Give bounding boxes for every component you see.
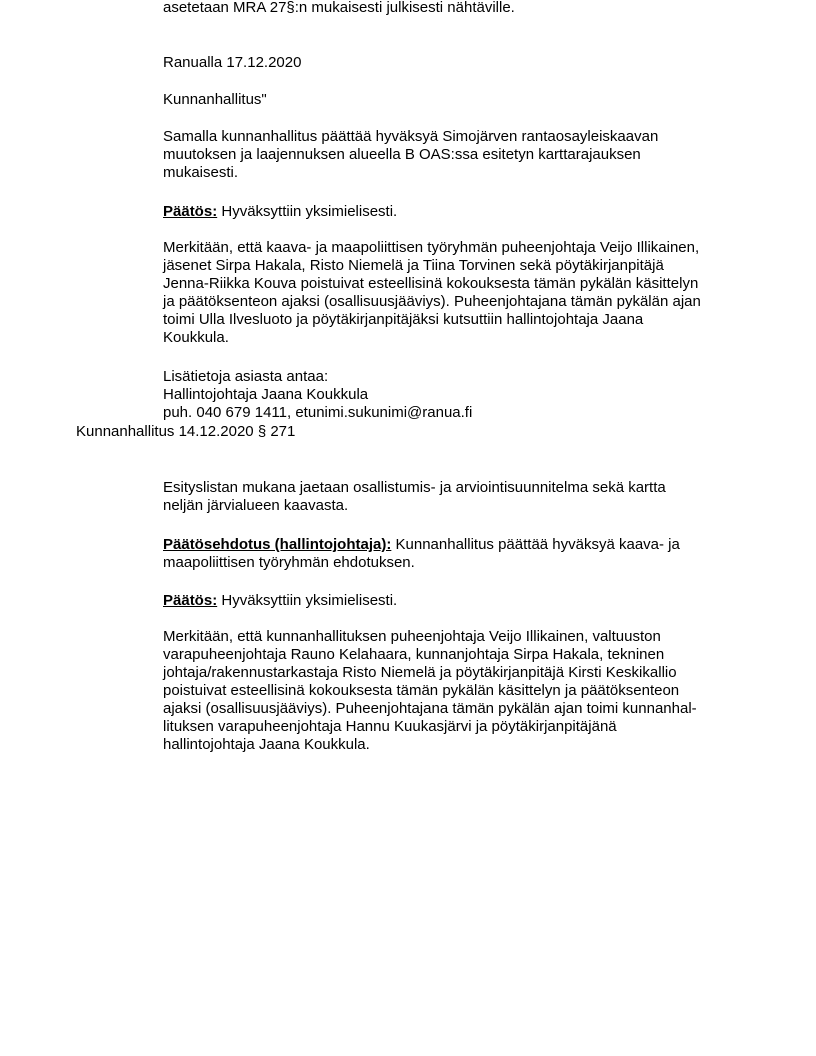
- text-line: ajaksi (osallisuusjääviys). Puheenjohtajana tämän pykälän ajan toimi kunnanhal-: [163, 700, 697, 717]
- proposal: [163, 536, 680, 554]
- text-line: johtaja/rakennustarkastaja Risto Niemelä ja pöytäkirjanpitäjä Kirsti Keskikallio: [163, 664, 677, 681]
- text-line: muutoksen ja laajennuksen alueella B OAS:ssa esitetyn karttarajauksen: [163, 146, 641, 163]
- text-line: toimi Ulla Ilvesluoto ja pöytäkirjanpitäjäksi kutsuttiin hallintojohtaja Jaana: [163, 311, 644, 328]
- proposal-label: Päätösehdotus (hallintojohtaja):: [163, 536, 392, 553]
- text-line: Koukkula.: [163, 329, 229, 346]
- text-line: neljän järvialueen kaavasta.: [163, 497, 349, 514]
- decision-label: Päätös:: [163, 203, 218, 220]
- text-line: jäsenet Sirpa Hakala, Risto Niemelä ja Tiina Torvinen sekä pöytäkirjanpitäjä: [163, 257, 664, 274]
- text-line: Merkitään, että kunnanhallituksen puheenjohtaja Veijo Illikainen, valtuuston: [163, 628, 661, 645]
- text-line: poistuivat esteellisinä kokouksesta tämän pykälän käsittelyn ja päätöksenteon: [163, 682, 680, 699]
- text-line: Samalla kunnanhallitus päättää hyväksyä Simojärven rantaosayleiskaavan: [163, 128, 659, 145]
- decision-1: [163, 203, 397, 221]
- section-heading: Kunnanhallitus 14.12.2020 § 271: [76, 423, 296, 440]
- decision-2: [163, 592, 397, 610]
- contact-line: Hallintojohtaja Jaana Koukkula: [163, 386, 369, 403]
- text-line: lituksen varapuheenjohtaja Hannu Kuukasjärvi ja pöytäkirjanpitäjänä: [163, 718, 617, 735]
- place-date: Ranualla 17.12.2020: [163, 54, 302, 71]
- decision-text: Hyväksyttiin yksimielisesti.: [217, 203, 398, 220]
- contact-line: Lisätietoja asiasta antaa:: [163, 368, 329, 385]
- proposal-text: Kunnanhallitus päättää hyväksyä kaava- ja: [391, 536, 680, 553]
- text-line: Esityslistan mukana jaetaan osallistumis- ja arviointisuunnitelma sekä kartta: [163, 479, 666, 496]
- text-line: maapoliittisen työryhmän ehdotuksen.: [163, 554, 415, 571]
- text-line: Jenna-Riikka Kouva poistuivat esteellisinä kokouksesta tämän pykälän käsittelyn: [163, 275, 699, 292]
- text-line: Merkitään, että kaava- ja maapoliittisen työryhmän puheenjohtaja Veijo Illikainen,: [163, 239, 700, 256]
- text-line: varapuheenjohtaja Rauno Kelahaara, kunnanjohtaja Sirpa Hakala, tekninen: [163, 646, 665, 663]
- contact-line: puh. 040 679 1411, etunimi.sukunimi@ranua.fi: [163, 404, 473, 421]
- text-line: mukaisesti.: [163, 164, 239, 181]
- text-line: ja päätöksenteon ajaksi (osallisuusjääviys). Puheenjohtajana tämän pykälän ajan: [163, 293, 701, 310]
- decision-label: Päätös:: [163, 592, 218, 609]
- text-line: asetetaan MRA 27§:n mukaisesti julkisesti nähtäville.: [163, 0, 515, 16]
- text-line: hallintojohtaja Jaana Koukkula.: [163, 736, 370, 753]
- signer: Kunnanhallitus": [163, 91, 267, 108]
- decision-text: Hyväksyttiin yksimielisesti.: [217, 592, 398, 609]
